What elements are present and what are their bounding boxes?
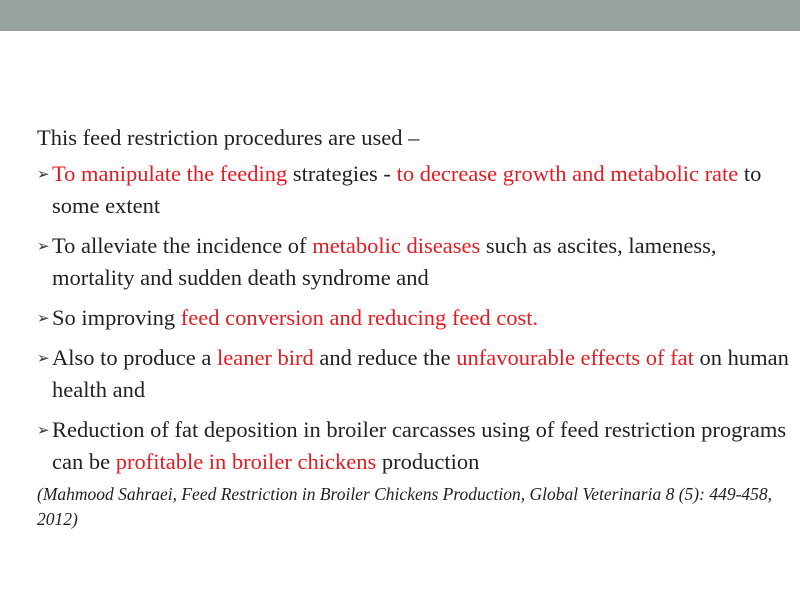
intro-line: This feed restriction procedures are used –: [37, 125, 420, 150]
arrow-bullet-icon: ➢: [37, 165, 50, 183]
bullet-4-highlight-1: leaner bird: [216, 345, 314, 370]
bullet-2-highlight-1: metabolic diseases: [312, 233, 481, 258]
slide-top-bar: [0, 0, 800, 31]
bullet-1-highlight-2: to decrease growth and metabolic rate: [396, 161, 739, 186]
bullet-4-text-2: and reduce the: [313, 345, 457, 370]
bullet-1-highlight-1: To manipulate the feeding: [52, 161, 288, 186]
bullet-4-highlight-2: unfavourable effects of fat: [456, 345, 694, 370]
bullet-item-4: [37, 342, 792, 406]
bullet-3-highlight-1: feed conversion and reducing feed cost.: [180, 305, 539, 330]
bullet-1-text-1: strategies -: [287, 161, 397, 186]
bullet-2-text-2: such as ascites, lameness, mortality and sudden death syndrome and: [52, 233, 717, 290]
bullet-5-text-2: production: [376, 449, 480, 474]
slide-content: [37, 121, 792, 486]
bullet-4-text-3: on human health and: [52, 345, 789, 402]
bullet-4-text-1: Also to produce a: [52, 345, 217, 370]
bullet-3-text-1: So improving: [52, 305, 181, 330]
bullet-item-2: [37, 230, 792, 294]
bullet-item-3: [37, 302, 792, 334]
arrow-bullet-icon: ➢: [37, 421, 50, 439]
arrow-bullet-icon: ➢: [37, 309, 50, 327]
bullet-item-1: [37, 158, 792, 222]
bullet-2-text-1: To alleviate the incidence of: [52, 233, 313, 258]
arrow-bullet-icon: ➢: [37, 349, 50, 367]
bullet-5-text-1: Reduction of fat deposition in broiler carcasses using of feed restriction programs can be: [52, 417, 787, 474]
citation: (Mahmood Sahraei, Feed Restriction in Broiler Chickens Production, Global Veterinaria 8 (5): 449-458, 2012): [37, 484, 773, 529]
bullet-5-highlight-1: profitable in broiler chickens: [115, 449, 377, 474]
bullet-item-5: [37, 414, 792, 478]
arrow-bullet-icon: ➢: [37, 237, 50, 255]
bullet-1-text-2: to some extent: [52, 161, 762, 218]
